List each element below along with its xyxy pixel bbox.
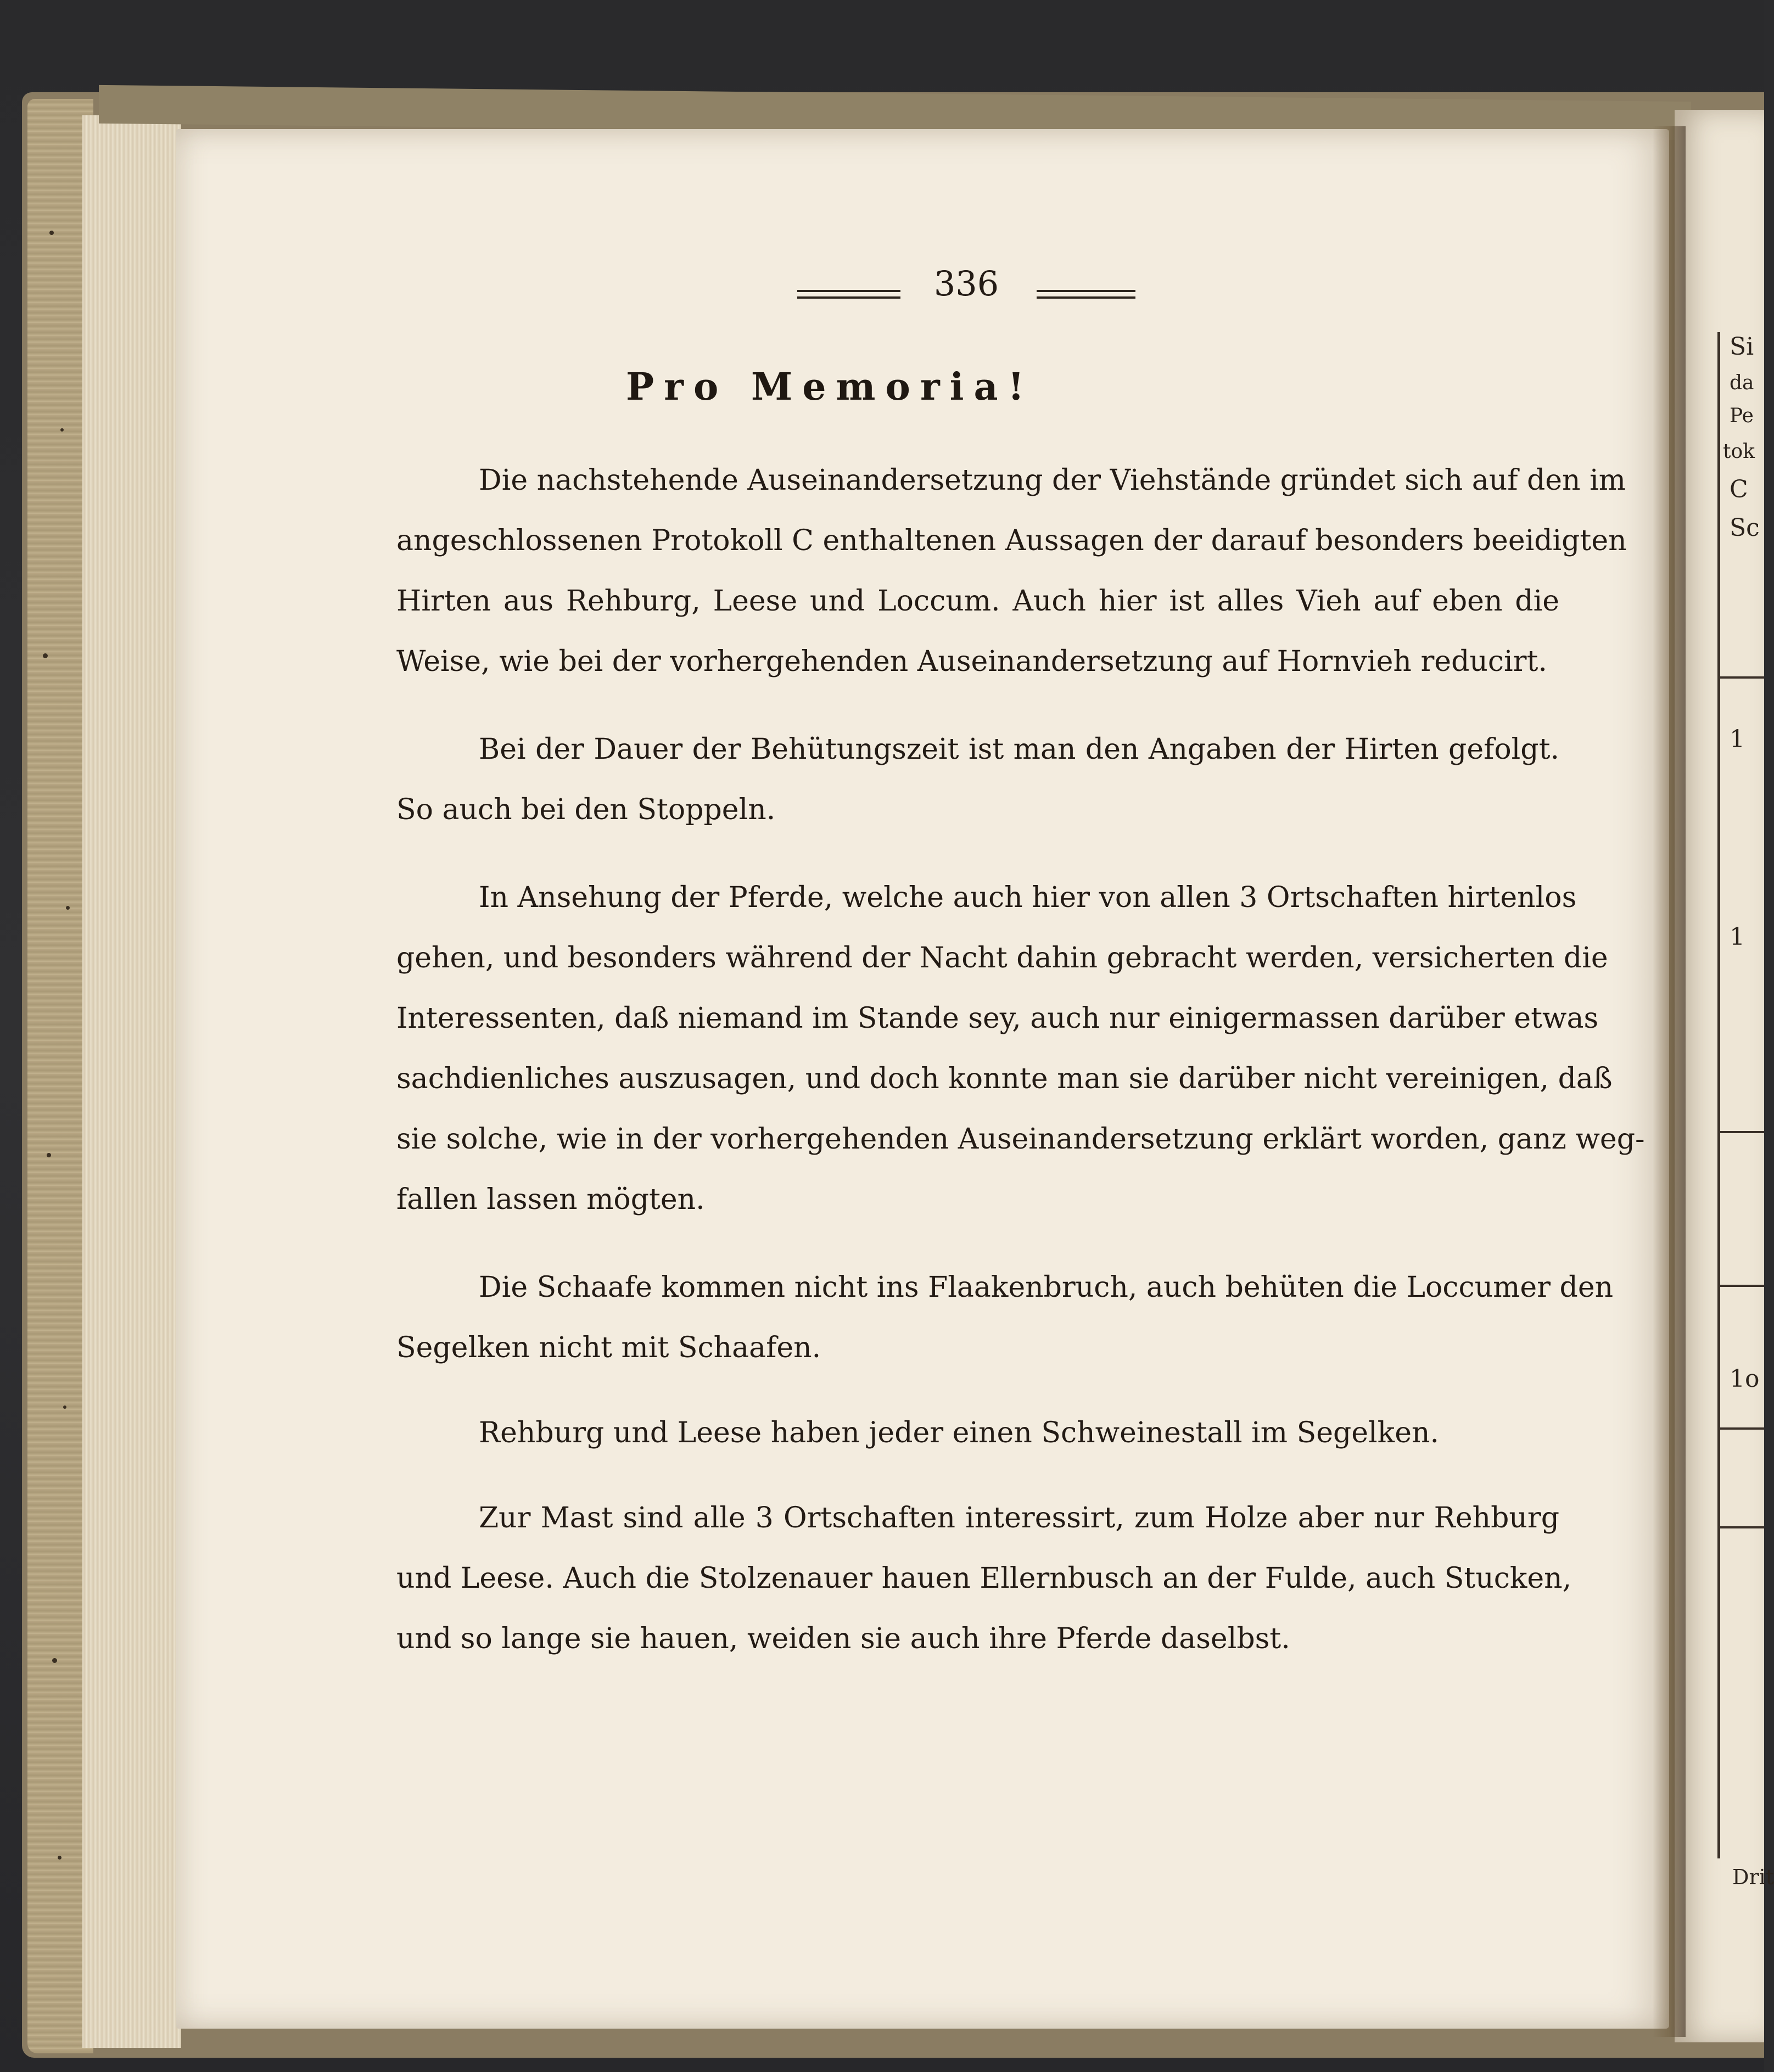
header-rule-right [1037, 296, 1135, 299]
foxing-speck [47, 1153, 51, 1157]
text-line: Zur Mast sind alle 3 Ortschaften interessirt, zum Holze aber nur Rehburg [479, 1502, 1559, 1535]
text-line: Segelken nicht mit Schaafen. [396, 1331, 821, 1364]
right-page-fragment: da [1730, 372, 1754, 394]
text-line: Bei der Dauer der Behütungszeit ist man den Angaben der Hirten gefolgt. [479, 733, 1559, 766]
text-line: Die Schaafe kommen nicht ins Flaakenbruch, auch behüten die Loccumer den [479, 1271, 1614, 1304]
right-table-rule [1720, 676, 1764, 679]
right-table-rule [1717, 332, 1720, 1858]
paragraph-5 [396, 1403, 1559, 1463]
text-line: Hirten aus Rehburg, Leese und Loccum. Auch hier ist alles Vieh auf eben die [396, 585, 1559, 618]
foxing-speck [49, 231, 54, 235]
text-line: In Ansehung der Pferde, welche auch hier von allen 3 Ortschaften hirtenlos [479, 881, 1577, 914]
right-table-rule [1720, 1526, 1764, 1528]
page-stack-edge [82, 115, 181, 2048]
header-rule-right [1037, 290, 1135, 292]
text-line: und so lange sie hauen, weiden sie auch ihre Pferde daselbst. [396, 1622, 1290, 1655]
text-line: Rehburg und Leese haben jeder einen Schweinestall im Segelken. [479, 1416, 1439, 1449]
foxing-speck [60, 428, 64, 432]
text-line: und Leese. Auch die Stolzenauer hauen Ellernbusch an der Fulde, auch Stucken, [396, 1562, 1572, 1595]
paragraph-4 [396, 1257, 1614, 1378]
right-page-fragment: 1o [1730, 1365, 1760, 1393]
paragraph-2 [396, 719, 1559, 840]
text-line: sie solche, wie in der vorhergehenden Auseinandersetzung erklärt worden, ganz weg- [396, 1123, 1645, 1156]
paragraph-1 [396, 450, 1627, 692]
right-table-rule [1720, 1285, 1764, 1287]
text-line: Die nachstehende Auseinandersetzung der Viehstände gründet sich auf den im [479, 464, 1626, 497]
text-line: angeschlossenen Protokoll C enthaltenen Aussagen der darauf besonders beeidigten [396, 524, 1627, 557]
right-page-fragment: tok [1723, 440, 1755, 463]
page-number: 336 [933, 264, 999, 304]
right-page-fragment: 1 [1730, 923, 1745, 951]
text-line: So auch bei den Stoppeln. [396, 793, 776, 826]
header-rule-left [797, 290, 900, 292]
right-table-rule [1720, 1427, 1764, 1430]
page-gutter-shadow [1653, 126, 1686, 2037]
text-line: sachdienliches auszusagen, und doch konnte man sie darüber nicht vereinigen, daß [396, 1062, 1613, 1095]
right-table-rule [1720, 1131, 1764, 1133]
right-page-fragment: Si [1730, 333, 1754, 361]
paragraph-6 [396, 1488, 1572, 1669]
foxing-speck [66, 906, 70, 910]
paragraph-3 [396, 867, 1645, 1230]
right-page-fragment: Drit [1732, 1865, 1774, 1889]
text-line: Interessenten, daß niemand im Stande sey, auch nur einigermassen darüber etwas [396, 1002, 1599, 1035]
header-rule-left [797, 296, 900, 299]
foxing-speck [52, 1658, 57, 1663]
text-line: fallen lassen mögten. [396, 1183, 705, 1216]
text-line: Weise, wie bei der vorhergehenden Auseinandersetzung auf Hornvieh reducirt. [396, 645, 1547, 678]
right-page-fragment: 1 [1730, 725, 1745, 753]
foxing-speck [43, 653, 48, 658]
foxing-speck [63, 1405, 66, 1409]
right-page-fragment: Sc [1730, 514, 1760, 542]
text-line: gehen, und besonders während der Nacht dahin gebracht werden, versicherten die [396, 942, 1608, 975]
foxing-speck [58, 1856, 61, 1860]
document-heading: Pro Memoria! [626, 365, 1034, 409]
right-page-fragment: C [1730, 475, 1748, 503]
right-page-fragment: Pe [1730, 405, 1754, 427]
